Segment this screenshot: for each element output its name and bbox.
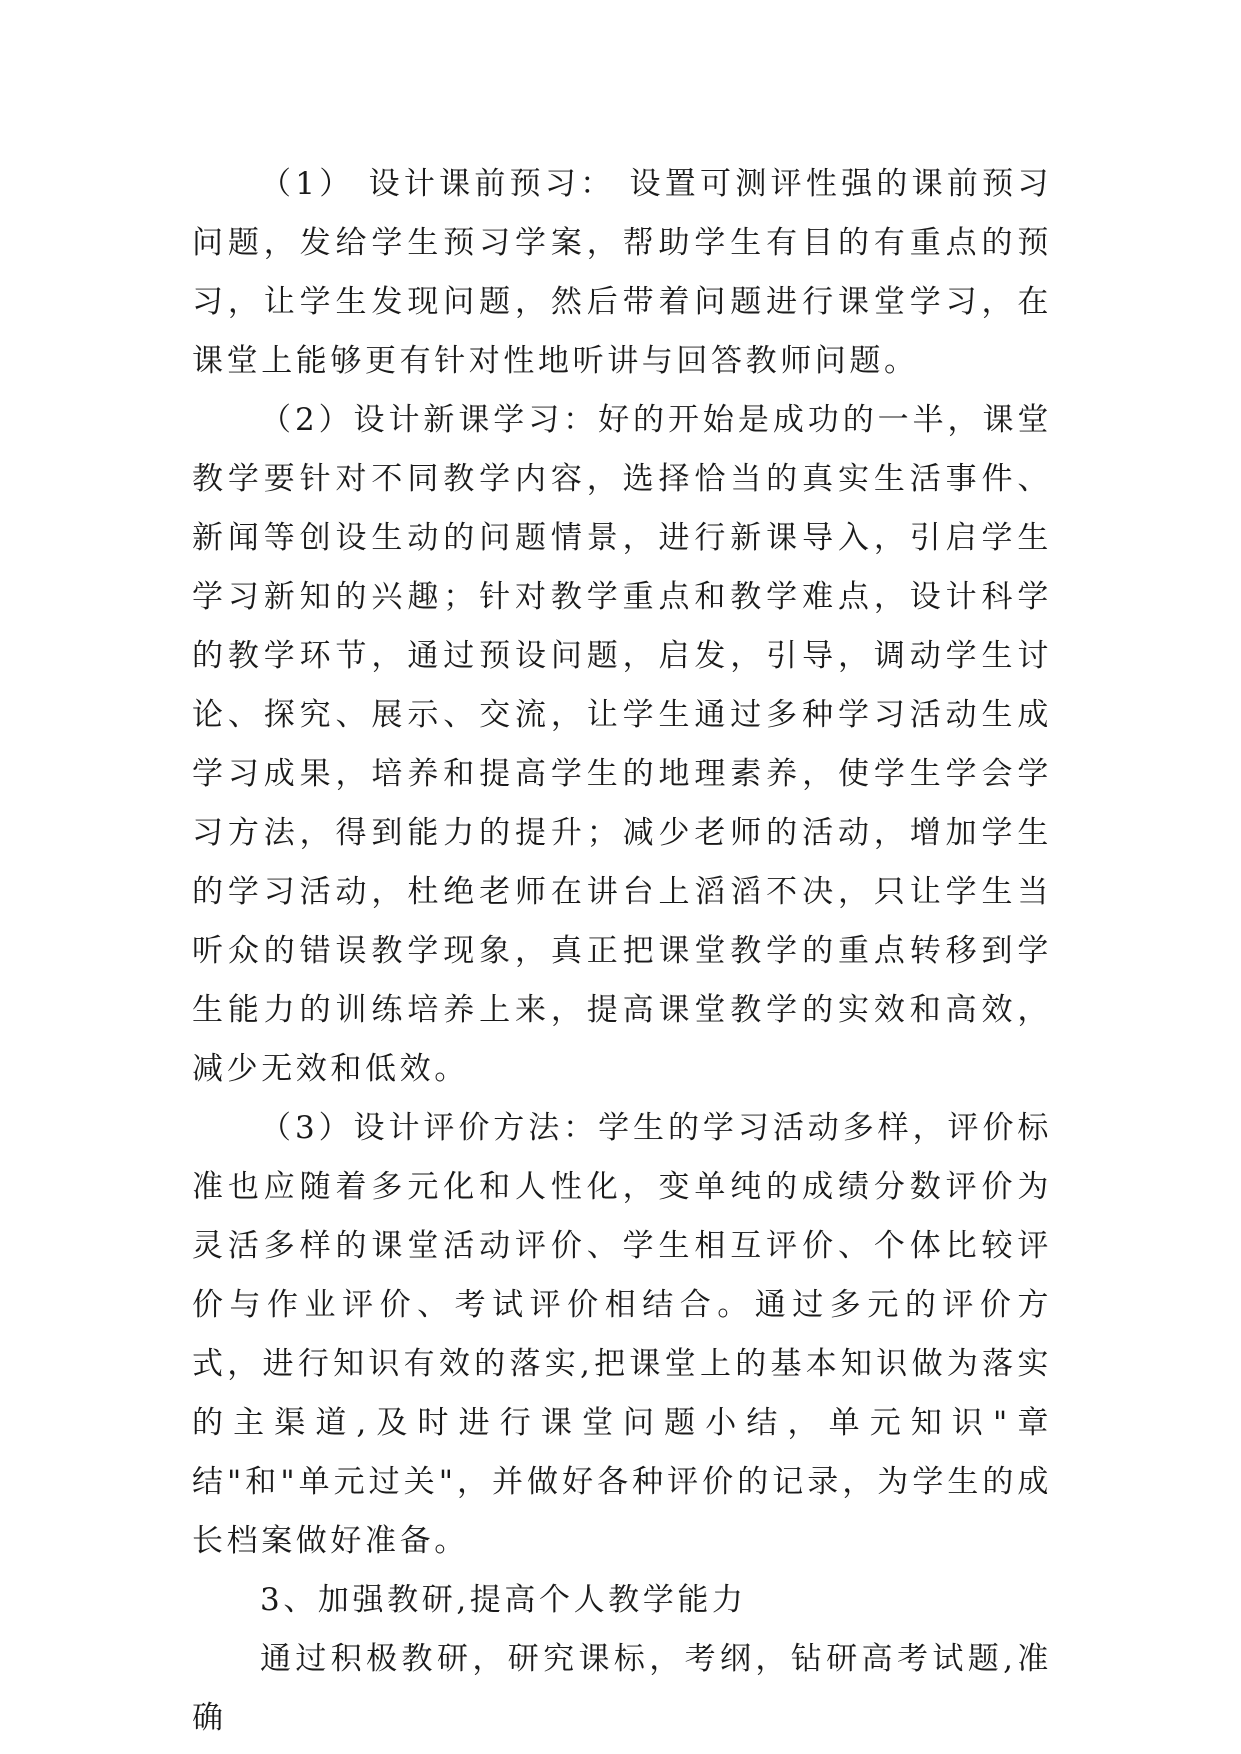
section-heading-research: 3、加强教研,提高个人教学能力 bbox=[260, 1582, 747, 1618]
document-body bbox=[192, 155, 1052, 1748]
paragraph-research: 通过积极教研，研究课标，考纲，钻研高考试题,准确 bbox=[192, 1641, 1052, 1736]
paragraph-evaluation-design: （3）设计评价方法：学生的学习活动多样，评价标准也应随着多元化和人性化，变单纯的成绩分数评价为灵活多样的课堂活动评价、学生相互评价、个体比较评价与作业评价、考试评价相结合。通过多元的评价方式，进行知识有效的落实,把课堂上的基本知识做为落实的主渠道,及时进行课堂问题小结，单元知识"章结"和"单元过关"，并做好各种评价的记录，为学生的成长档案做好准备。 bbox=[192, 1110, 1052, 1559]
paragraph-new-lesson-design: （2）设计新课学习：好的开始是成功的一半，课堂教学要针对不同教学内容，选择恰当的真实生活事件、新闻等创设生动的问题情景，进行新课导入，引启学生学习新知的兴趣；针对教学重点和教学难点，设计科学的教学环节，通过预设问题，启发，引导，调动学生讨论、探究、展示、交流，让学生通过多种学习活动生成学习成果，培养和提高学生的地理素养，使学生学会学习方法，得到能力的提升；减少老师的活动，增加学生的学习活动，杜绝老师在讲台上滔滔不决，只让学生当听众的错误教学现象，真正把课堂教学的重点转移到学生能力的训练培养上来，提高课堂教学的实效和高效，减少无效和低效。 bbox=[192, 402, 1052, 1087]
paragraph-preview-design: （1） 设计课前预习： 设置可测评性强的课前预习问题，发给学生预习学案，帮助学生有目的有重点的预习，让学生发现问题，然后带着问题进行课堂学习，在课堂上能够更有针对性地听讲与回答教师问题。 bbox=[192, 166, 1052, 379]
